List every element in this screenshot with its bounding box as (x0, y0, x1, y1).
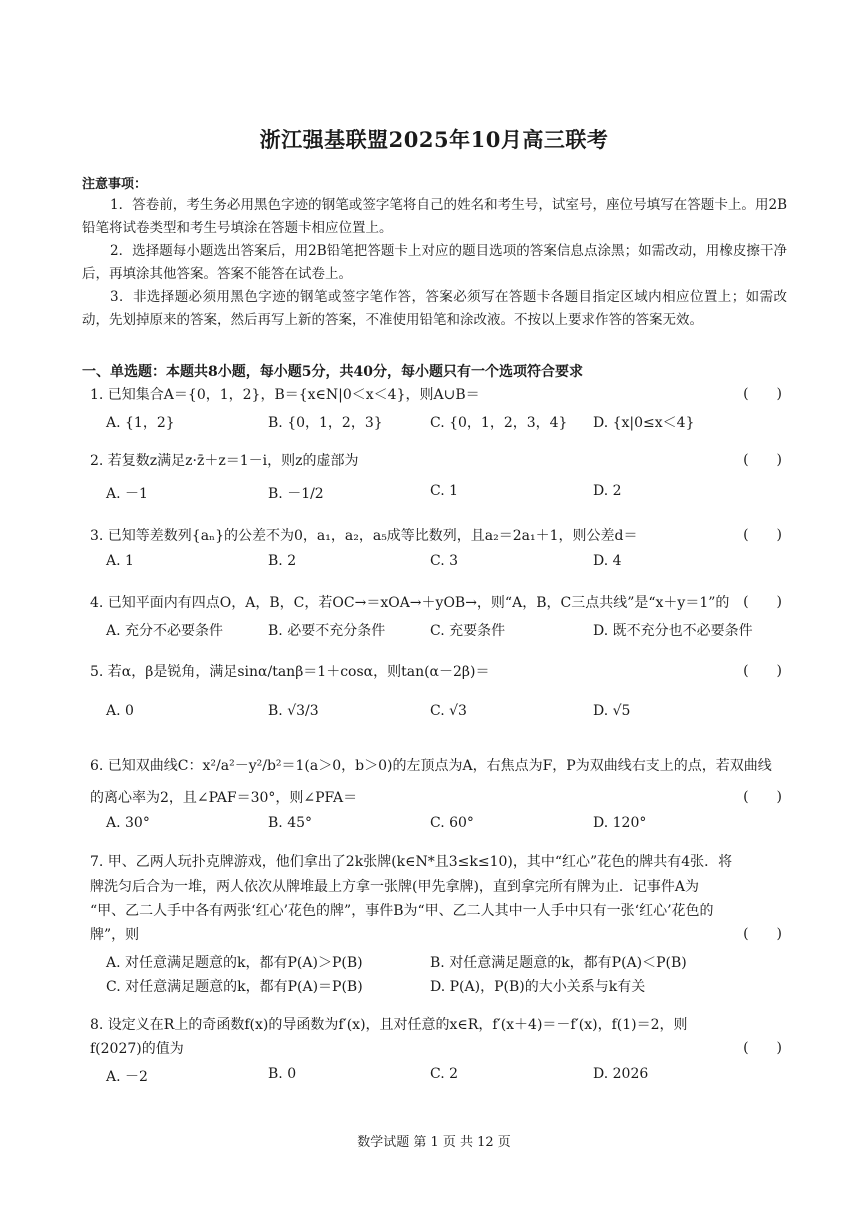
option-b: B. 2 (268, 553, 297, 569)
option-d: D. 2026 (593, 1066, 649, 1082)
question-1-stem: 1. 已知集合A＝{0，1，2}，B＝{x∈N|0＜x＜4}，则A∪B＝ (90, 387, 480, 403)
option-d: D. 120° (593, 815, 647, 831)
option-b: B. 0 (268, 1066, 297, 1082)
option-b: B. {0，1，2，3} (268, 415, 383, 431)
answer-paren: ( ) (743, 1040, 782, 1056)
option-a: A. 30° (106, 815, 150, 831)
answer-paren: ( ) (743, 594, 782, 610)
option-a: A. 1 (106, 553, 134, 569)
question-6-stem: 6. 已知双曲线C：x²/a²－y²/b²＝1(a＞0，b＞0)的左顶点为A，右焦点为F，P为双曲线右支上的点，若双曲线 (90, 758, 772, 774)
question-4-stem: 4. 已知平面内有四点O，A，B，C，若OC→＝xOA→＋yOB→，则“A，B，C三点共线”是“x＋y＝1”的 (90, 595, 730, 611)
option-c: C. 充要条件 (430, 623, 506, 639)
option-d: D. 既不充分也不必要条件 (593, 623, 753, 639)
option-c: C. 1 (430, 483, 459, 499)
answer-paren: ( ) (743, 789, 782, 805)
notice-item-3: 3．非选择题必须用黑色字迹的钢笔或签字笔作答，答案必须写在答题卡各题目指定区域内相应位置上；如需改动，先划掉原来的答案，然后再写上新的答案，不准使用铅笔和涂改液。不按以上要求作答的答案无效。 (82, 289, 787, 328)
question-7-stem-cont: “甲、乙二人手中各有两张‘红心’花色的牌”，事件B为“甲、乙二人其中一人手中只有一张‘红心’花色的 (90, 903, 714, 919)
question-4-options (106, 620, 786, 644)
option-a: A. 充分不必要条件 (106, 623, 224, 639)
answer-paren: ( ) (743, 663, 782, 679)
option-b: B. 必要不充分条件 (268, 623, 386, 639)
option-b: B. √3/3 (268, 703, 319, 719)
option-d: D. √5 (593, 703, 631, 719)
option-c: C. 2 (430, 1066, 459, 1082)
option-a: A. －1 (106, 486, 148, 502)
option-b: B. 对任意满足题意的k，都有P(A)＜P(B) (430, 955, 687, 971)
question-5-options (106, 703, 786, 727)
question-7-options-row2 (106, 976, 786, 1000)
question-2-options (106, 483, 786, 507)
question-7-stem-cont: 牌洗匀后合为一堆，两人依次从牌堆最上方拿一张牌(甲先拿牌)，直到拿完所有牌为止．记事件A为 (90, 879, 700, 895)
question-3-options (106, 553, 786, 577)
question-7-options-row1 (106, 952, 786, 976)
option-d: D. {x|0≤x＜4} (593, 415, 695, 431)
answer-paren: ( ) (743, 527, 782, 543)
option-b: B. 45° (268, 815, 313, 831)
notice-item-2: 2．选择题每小题选出答案后，用2B铅笔把答题卡上对应的题目选项的答案信息点涂黑；如需改动，用橡皮擦干净后，再填涂其他答案。答案不能答在试卷上。 (82, 243, 787, 282)
answer-paren: ( ) (743, 452, 782, 468)
option-d: D. P(A)，P(B)的大小关系与k有关 (430, 979, 646, 995)
question-8-stem: 8. 设定义在R上的奇函数f(x)的导函数为f′(x)，且对任意的x∈R，f′(x＋4)＝－f′(x)，f(1)＝2，则 (90, 1017, 688, 1033)
answer-paren: ( ) (743, 926, 782, 942)
question-6-options (106, 815, 786, 839)
option-c: C. 3 (430, 553, 459, 569)
option-c: C. {0，1，2，3，4} (430, 415, 568, 431)
question-5-stem: 5. 若α，β是锐角，满足sinα/tanβ＝1＋cosα，则tan(α－2β)＝ (90, 664, 490, 680)
answer-paren: ( ) (743, 386, 782, 402)
option-d: D. 2 (593, 483, 622, 499)
question-3-stem: 3. 已知等差数列{aₙ}的公差不为0，a₁，a₂，a₅成等比数列，且a₂＝2a₁＋1，则公差d＝ (90, 528, 638, 544)
notice-heading: 注意事项： (82, 177, 148, 192)
option-b: B. －1/2 (268, 486, 324, 502)
question-1-options (106, 412, 786, 436)
question-7-stem: 7. 甲、乙两人玩扑克牌游戏，他们拿出了2k张牌(k∈N*且3≤k≤10)，其中“红心”花色的牌共有4张．将 (90, 854, 733, 870)
question-8-stem-cont: f(2027)的值为 (90, 1041, 184, 1057)
option-c: C. 对任意满足题意的k，都有P(A)＝P(B) (106, 979, 363, 995)
option-c: C. 60° (430, 815, 474, 831)
question-2-stem: 2. 若复数z满足z·z̄＋z＝1－i，则z的虚部为 (90, 453, 359, 469)
exam-title: 浙江强基联盟2025年10月高三联考 (259, 127, 609, 152)
option-d: D. 4 (593, 553, 622, 569)
page-footer: 数学试题 第 1 页 共 12 页 (357, 1135, 511, 1150)
question-8-options (106, 1066, 786, 1090)
question-6-stem-cont: 的离心率为2，且∠PAF＝30°，则∠PFA＝ (90, 790, 358, 806)
option-a: A. 0 (106, 703, 134, 719)
option-a: A. {1，2} (106, 415, 175, 431)
section-heading: 一、单选题：本题共8小题，每小题5分，共40分，每小题只有一个选项符合要求 (82, 364, 583, 380)
option-a: A. －2 (106, 1069, 148, 1085)
notice-item-1: 1．答卷前，考生务必用黑色字迹的钢笔或签字笔将自己的姓名和考生号，试室号，座位号填写在答题卡上。用2B铅笔将试卷类型和考生号填涂在答题卡相应位置上。 (82, 197, 787, 236)
option-a: A. 对任意满足题意的k，都有P(A)＞P(B) (106, 955, 363, 971)
option-c: C. √3 (430, 703, 467, 719)
question-7-stem-cont: 牌”，则 (90, 927, 140, 943)
